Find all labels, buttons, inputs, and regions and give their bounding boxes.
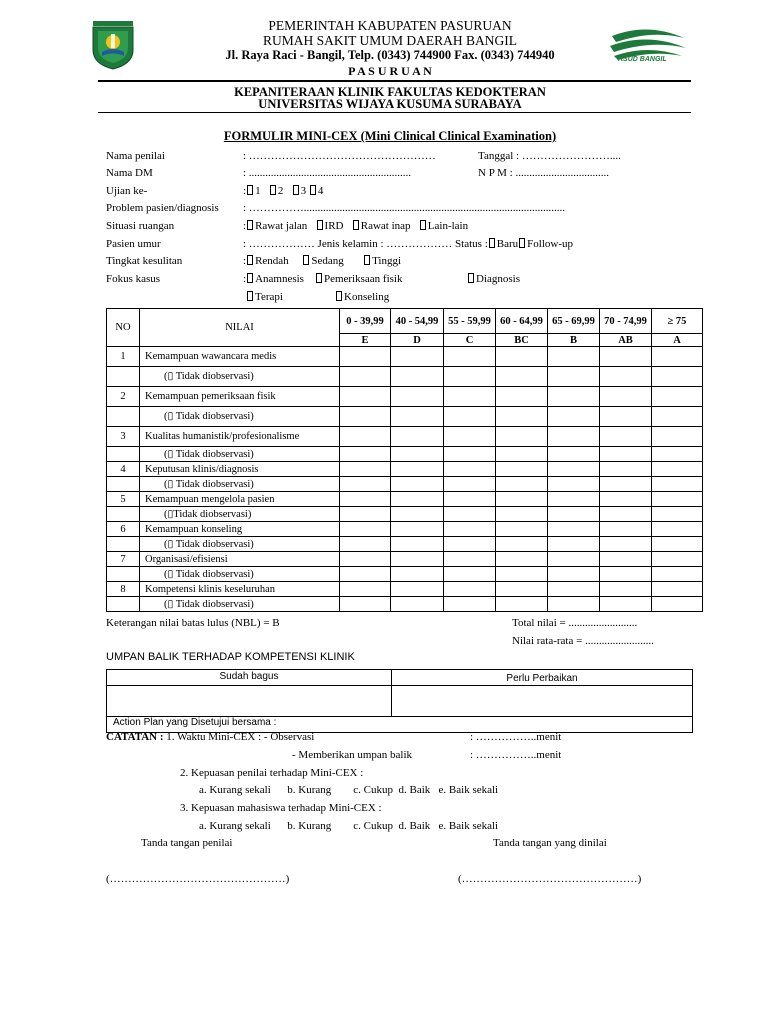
grade-header: E	[340, 334, 391, 347]
catatan-row1	[106, 731, 314, 744]
not-observed-option[interactable]: (▯ Tidak diobservasi)	[140, 597, 340, 612]
score-cell[interactable]	[444, 597, 496, 612]
fokus-label: Fokus kasus	[106, 273, 161, 285]
score-cell[interactable]	[391, 427, 444, 447]
criterion-label: Kualitas humanistik/profesionalisme	[140, 427, 340, 447]
table-row	[107, 367, 703, 387]
score-cell[interactable]	[340, 387, 391, 407]
waktu-observasi-label: 1. Waktu Mini-CEX : - Observasi	[166, 731, 315, 743]
action-plan-label[interactable]: Action Plan yang Disetujui bersama :	[113, 717, 277, 728]
signature-dinilai-label: Tanda tangan yang dinilai	[493, 837, 607, 849]
col-no-header: NO	[107, 309, 140, 347]
not-observed-option[interactable]: (▯ Tidak diobservasi)	[140, 567, 340, 582]
table-row	[107, 477, 703, 492]
checkbox[interactable]	[519, 238, 525, 248]
score-cell[interactable]	[444, 427, 496, 447]
form-title: FORMULIR MINI-CEX (Mini Clinical Clinical Examination)	[223, 129, 557, 143]
score-cell[interactable]	[600, 387, 652, 407]
score-cell[interactable]	[391, 597, 444, 612]
scoring-table	[106, 308, 703, 612]
criterion-label: Kemampuan konseling	[140, 522, 340, 537]
score-cell[interactable]	[600, 477, 652, 492]
score-cell[interactable]	[548, 582, 600, 597]
score-cell[interactable]	[600, 347, 652, 367]
score-cell[interactable]	[652, 567, 703, 582]
tanggal-field[interactable]: Tanggal : ……………………....	[478, 150, 621, 162]
criterion-label: Organisasi/efisiensi	[140, 552, 340, 567]
faculty-separator	[98, 112, 691, 113]
score-cell[interactable]	[548, 552, 600, 567]
checkbox[interactable]	[468, 273, 474, 283]
table-row	[107, 522, 703, 537]
total-nilai[interactable]: Total nilai = .........................	[512, 617, 638, 629]
header-line2: RUMAH SAKIT UMUM DAERAH BANGIL	[262, 33, 517, 48]
option-baik-sekali[interactable]: e. Baik sekali	[438, 820, 499, 832]
problem-value[interactable]: : ……………...............................................................................................	[243, 202, 566, 214]
score-cell[interactable]	[548, 567, 600, 582]
not-observed-option[interactable]: (▯ Tidak diobservasi)	[140, 477, 340, 492]
not-observed-option[interactable]: (▯ Tidak diobservasi)	[140, 447, 340, 462]
score-cell[interactable]	[391, 367, 444, 387]
nilai-rata-rata[interactable]: Nilai rata-rata = .........................	[512, 635, 654, 647]
checkbox[interactable]	[353, 220, 359, 230]
table-row	[107, 347, 703, 367]
score-cell[interactable]	[600, 427, 652, 447]
score-cell[interactable]	[444, 567, 496, 582]
score-cell[interactable]	[496, 582, 548, 597]
not-observed-option[interactable]: (▯ Tidak diobservasi)	[140, 407, 340, 427]
range-header: 55 - 59,99	[444, 309, 496, 334]
ujian-label: Ujian ke-	[106, 185, 148, 197]
score-cell[interactable]	[600, 447, 652, 462]
score-cell[interactable]	[652, 582, 703, 597]
score-cell[interactable]	[340, 367, 391, 387]
score-cell[interactable]	[391, 347, 444, 367]
tingkat-options[interactable]: : Rendah Sedang Tinggi	[243, 255, 402, 267]
score-cell[interactable]	[444, 582, 496, 597]
criterion-label: Kemampuan wawancara medis	[140, 347, 340, 367]
score-cell[interactable]	[496, 537, 548, 552]
criterion-label: Kemampuan mengelola pasien	[140, 492, 340, 507]
score-cell[interactable]	[600, 462, 652, 477]
kepuasan-penilai-options[interactable]	[199, 784, 498, 797]
feedback-header-line	[107, 685, 692, 686]
faculty-line1: KEPANITERAAN KLINIK FAKULTAS KEDOKTERAN	[234, 85, 546, 99]
score-cell[interactable]	[496, 597, 548, 612]
nama-dm-value[interactable]: : ...........................................................	[243, 167, 412, 179]
score-cell[interactable]	[548, 387, 600, 407]
score-cell[interactable]	[340, 462, 391, 477]
score-cell[interactable]	[600, 492, 652, 507]
empty-cell	[107, 407, 140, 427]
checkbox[interactable]	[310, 185, 316, 195]
row-number: 3	[107, 427, 140, 447]
kepuasan-penilai-label: 2. Kepuasan penilai terhadap Mini-CEX :	[180, 767, 364, 779]
range-header: 60 - 64,99	[496, 309, 548, 334]
score-cell[interactable]	[444, 447, 496, 462]
score-cell[interactable]	[340, 552, 391, 567]
table-row	[107, 492, 703, 507]
checkbox[interactable]	[293, 185, 299, 195]
row-number: 1	[107, 347, 140, 367]
score-cell[interactable]	[548, 462, 600, 477]
score-cell[interactable]	[340, 427, 391, 447]
checkbox[interactable]	[303, 255, 309, 265]
score-cell[interactable]	[548, 522, 600, 537]
kepuasan-mahasiswa-options[interactable]	[199, 820, 498, 833]
option-cukup[interactable]: c. Cukup	[353, 820, 394, 832]
option-kurang[interactable]: b. Kurang	[287, 820, 332, 832]
score-cell[interactable]	[496, 347, 548, 367]
umpan-balik-label: - Memberikan umpan balik	[292, 749, 413, 761]
score-cell[interactable]	[652, 552, 703, 567]
empty-cell	[107, 567, 140, 582]
score-cell[interactable]	[444, 477, 496, 492]
catatan-label: CATATAN :	[106, 731, 164, 743]
score-cell[interactable]	[548, 537, 600, 552]
ujian-options[interactable]: : 1 2 3 4	[243, 185, 324, 197]
score-cell[interactable]	[496, 427, 548, 447]
score-cell[interactable]	[391, 552, 444, 567]
score-cell[interactable]	[600, 507, 652, 522]
score-cell[interactable]	[444, 367, 496, 387]
range-header: ≥ 75	[652, 309, 703, 334]
score-cell[interactable]	[391, 462, 444, 477]
score-cell[interactable]	[652, 462, 703, 477]
table-row	[107, 537, 703, 552]
criterion-label: Keputusan klinis/diagnosis	[140, 462, 340, 477]
feedback-title: UMPAN BALIK TERHADAP KOMPETENSI KLINIK	[106, 651, 355, 663]
option-baik[interactable]: d. Baik	[398, 784, 431, 796]
score-cell[interactable]	[548, 507, 600, 522]
table-row	[107, 582, 703, 597]
table-row	[107, 427, 703, 447]
col-nilai-header: NILAI	[140, 309, 340, 347]
header-line1: PEMERINTAH KABUPATEN PASURUAN	[268, 18, 512, 33]
table-row	[107, 597, 703, 612]
checkbox[interactable]	[336, 291, 342, 301]
score-cell[interactable]	[391, 582, 444, 597]
checkbox[interactable]	[489, 238, 495, 248]
grade-header: C	[444, 334, 496, 347]
score-cell[interactable]	[340, 507, 391, 522]
score-cell[interactable]	[340, 582, 391, 597]
problem-label: Problem pasien/diagnosis	[106, 202, 219, 214]
header-line3: Jl. Raya Raci - Bangil, Telp. (0343) 744900 Fax. (0343) 744940	[225, 48, 555, 62]
kepuasan-mahasiswa-label: 3. Kepuasan mahasiswa terhadap Mini-CEX :	[180, 802, 382, 814]
score-cell[interactable]	[340, 492, 391, 507]
score-cell[interactable]	[496, 507, 548, 522]
option-kurang[interactable]: b. Kurang	[287, 784, 332, 796]
score-cell[interactable]	[548, 367, 600, 387]
score-cell[interactable]	[652, 492, 703, 507]
grade-header: B	[548, 334, 600, 347]
score-cell[interactable]	[496, 567, 548, 582]
checkbox[interactable]	[420, 220, 426, 230]
nbl-note: Keterangan nilai batas lulus (NBL) = B	[106, 617, 280, 629]
table-row	[107, 567, 703, 582]
situasi-options[interactable]: : Rawat jalan IRD Rawat inap Lain-lain	[243, 220, 469, 232]
score-cell[interactable]	[444, 507, 496, 522]
checkbox[interactable]	[317, 220, 323, 230]
score-cell[interactable]	[600, 597, 652, 612]
score-cell[interactable]	[391, 567, 444, 582]
score-cell[interactable]	[340, 407, 391, 427]
checkbox[interactable]	[247, 291, 253, 301]
nama-penilai-value[interactable]: : ……………………………………………	[243, 150, 436, 162]
not-observed-option[interactable]: (▯ Tidak diobservasi)	[140, 367, 340, 387]
empty-cell	[107, 597, 140, 612]
score-cell[interactable]	[548, 492, 600, 507]
not-observed-option[interactable]: (▯Tidak diobservasi)	[140, 507, 340, 522]
checkbox[interactable]	[364, 255, 370, 265]
score-cell[interactable]	[548, 427, 600, 447]
range-header: 70 - 74,99	[600, 309, 652, 334]
score-cell[interactable]	[444, 522, 496, 537]
range-header: 40 - 54,99	[391, 309, 444, 334]
score-cell[interactable]	[652, 477, 703, 492]
score-cell[interactable]	[600, 582, 652, 597]
signature-penilai-line[interactable]: (…………………………………………)	[106, 873, 290, 885]
header-line4: P A S U R U A N	[348, 64, 432, 78]
score-cell[interactable]	[548, 597, 600, 612]
table-row	[107, 387, 703, 407]
waktu-observasi-value[interactable]: : ……………..menit	[470, 731, 562, 743]
npm-field[interactable]: N P M : ..................................	[478, 167, 609, 179]
score-cell[interactable]	[496, 522, 548, 537]
score-cell[interactable]	[340, 347, 391, 367]
situasi-label: Situasi ruangan	[106, 220, 175, 232]
grade-header: AB	[600, 334, 652, 347]
criterion-label: Kompetensi klinis keseluruhan	[140, 582, 340, 597]
nama-dm-label: Nama DM	[106, 167, 153, 179]
score-cell[interactable]	[444, 347, 496, 367]
score-cell[interactable]	[652, 347, 703, 367]
score-cell[interactable]	[496, 447, 548, 462]
score-cell[interactable]	[600, 407, 652, 427]
score-cell[interactable]	[391, 537, 444, 552]
fokus-options-row1[interactable]: : Anamnesis Pemeriksaan fisik	[243, 273, 403, 285]
score-cell[interactable]	[652, 537, 703, 552]
score-cell[interactable]	[496, 407, 548, 427]
empty-cell	[107, 477, 140, 492]
score-cell[interactable]	[548, 477, 600, 492]
grade-header: BC	[496, 334, 548, 347]
table-row	[107, 552, 703, 567]
score-cell[interactable]	[496, 367, 548, 387]
checkbox[interactable]	[247, 255, 253, 265]
score-cell[interactable]	[391, 477, 444, 492]
grade-header: A	[652, 334, 703, 347]
checkbox[interactable]	[247, 185, 253, 195]
sudah-bagus-header: Sudah bagus	[219, 671, 279, 682]
umpan-balik-value[interactable]: : ……………..menit	[470, 749, 562, 761]
option-kurang-sekali[interactable]: a. Kurang sekali	[199, 820, 271, 832]
table-row	[107, 462, 703, 477]
score-cell[interactable]	[391, 407, 444, 427]
score-cell[interactable]	[652, 597, 703, 612]
checkbox[interactable]	[316, 273, 322, 283]
pasien-umur-label: Pasien umur	[106, 238, 161, 250]
checkbox[interactable]	[270, 185, 276, 195]
score-cell[interactable]	[340, 537, 391, 552]
table-row	[107, 407, 703, 427]
score-cell[interactable]	[496, 552, 548, 567]
score-cell[interactable]	[600, 522, 652, 537]
tingkat-label: Tingkat kesulitan	[106, 255, 183, 267]
pasuruan-crest-logo	[84, 20, 142, 70]
score-cell[interactable]	[391, 492, 444, 507]
perlu-perbaikan-header: Perlu Perbaikan	[506, 673, 578, 684]
range-header: 65 - 69,99	[548, 309, 600, 334]
checkbox[interactable]	[247, 220, 253, 230]
score-cell[interactable]	[496, 477, 548, 492]
score-cell[interactable]	[600, 537, 652, 552]
signature-dinilai-line[interactable]: (…………………………………………)	[458, 873, 642, 885]
score-cell[interactable]	[652, 507, 703, 522]
score-cell[interactable]	[652, 387, 703, 407]
row-number: 4	[107, 462, 140, 477]
score-cell[interactable]	[340, 447, 391, 462]
not-observed-option[interactable]: (▯ Tidak diobservasi)	[140, 537, 340, 552]
score-cell[interactable]	[391, 447, 444, 462]
feedback-box	[106, 669, 693, 733]
fokus-terapi-option[interactable]: Terapi	[246, 291, 283, 304]
score-cell[interactable]	[444, 492, 496, 507]
score-cell[interactable]	[652, 427, 703, 447]
option-kurang-sekali[interactable]: a. Kurang sekali	[199, 784, 271, 796]
score-cell[interactable]	[444, 407, 496, 427]
criterion-label: Kemampuan pemeriksaan fisik	[140, 387, 340, 407]
row-number: 6	[107, 522, 140, 537]
nama-penilai-label: Nama penilai	[106, 150, 165, 162]
score-cell[interactable]	[444, 552, 496, 567]
empty-cell	[107, 537, 140, 552]
row-number: 7	[107, 552, 140, 567]
score-cell[interactable]	[548, 347, 600, 367]
checkbox[interactable]	[247, 273, 253, 283]
score-cell[interactable]	[391, 522, 444, 537]
score-cell[interactable]	[444, 387, 496, 407]
score-cell[interactable]	[496, 492, 548, 507]
header-separator	[98, 80, 691, 82]
row-number: 8	[107, 582, 140, 597]
signature-penilai-label: Tanda tangan penilai	[141, 837, 233, 849]
score-cell[interactable]	[548, 447, 600, 462]
empty-cell	[107, 507, 140, 522]
score-cell[interactable]	[652, 367, 703, 387]
score-cell[interactable]	[600, 552, 652, 567]
score-cell[interactable]	[496, 462, 548, 477]
score-cell[interactable]	[340, 522, 391, 537]
score-cell[interactable]	[600, 367, 652, 387]
fokus-konseling-option[interactable]: Konseling	[335, 291, 389, 304]
score-cell[interactable]	[496, 387, 548, 407]
grade-header: D	[391, 334, 444, 347]
table-row	[107, 447, 703, 462]
score-cell[interactable]	[391, 507, 444, 522]
score-cell[interactable]	[652, 447, 703, 462]
row-number: 2	[107, 387, 140, 407]
option-cukup[interactable]: c. Cukup	[353, 784, 394, 796]
empty-cell	[107, 367, 140, 387]
rsud-bangil-logo-text: RSUD BANGIL	[618, 56, 667, 63]
score-cell[interactable]	[652, 522, 703, 537]
faculty-line2: UNIVERSITAS WIJAYA KUSUMA SURABAYA	[258, 97, 522, 111]
range-header: 0 - 39,99	[340, 309, 391, 334]
score-cell[interactable]	[340, 567, 391, 582]
option-baik[interactable]: d. Baik	[398, 820, 431, 832]
table-row	[107, 507, 703, 522]
fokus-diagnosis-option[interactable]: Diagnosis	[467, 273, 520, 286]
pasien-umur-value[interactable]: : ……………… Jenis kelamin : ……………… Status : Baru Follow-up	[243, 238, 573, 250]
option-baik-sekali[interactable]: e. Baik sekali	[438, 784, 499, 796]
score-cell[interactable]	[444, 537, 496, 552]
score-cell[interactable]	[548, 407, 600, 427]
empty-cell	[107, 447, 140, 462]
score-cell[interactable]	[340, 477, 391, 492]
row-number: 5	[107, 492, 140, 507]
score-cell[interactable]	[652, 407, 703, 427]
score-cell[interactable]	[444, 462, 496, 477]
score-cell[interactable]	[340, 597, 391, 612]
score-cell[interactable]	[600, 567, 652, 582]
score-cell[interactable]	[391, 387, 444, 407]
